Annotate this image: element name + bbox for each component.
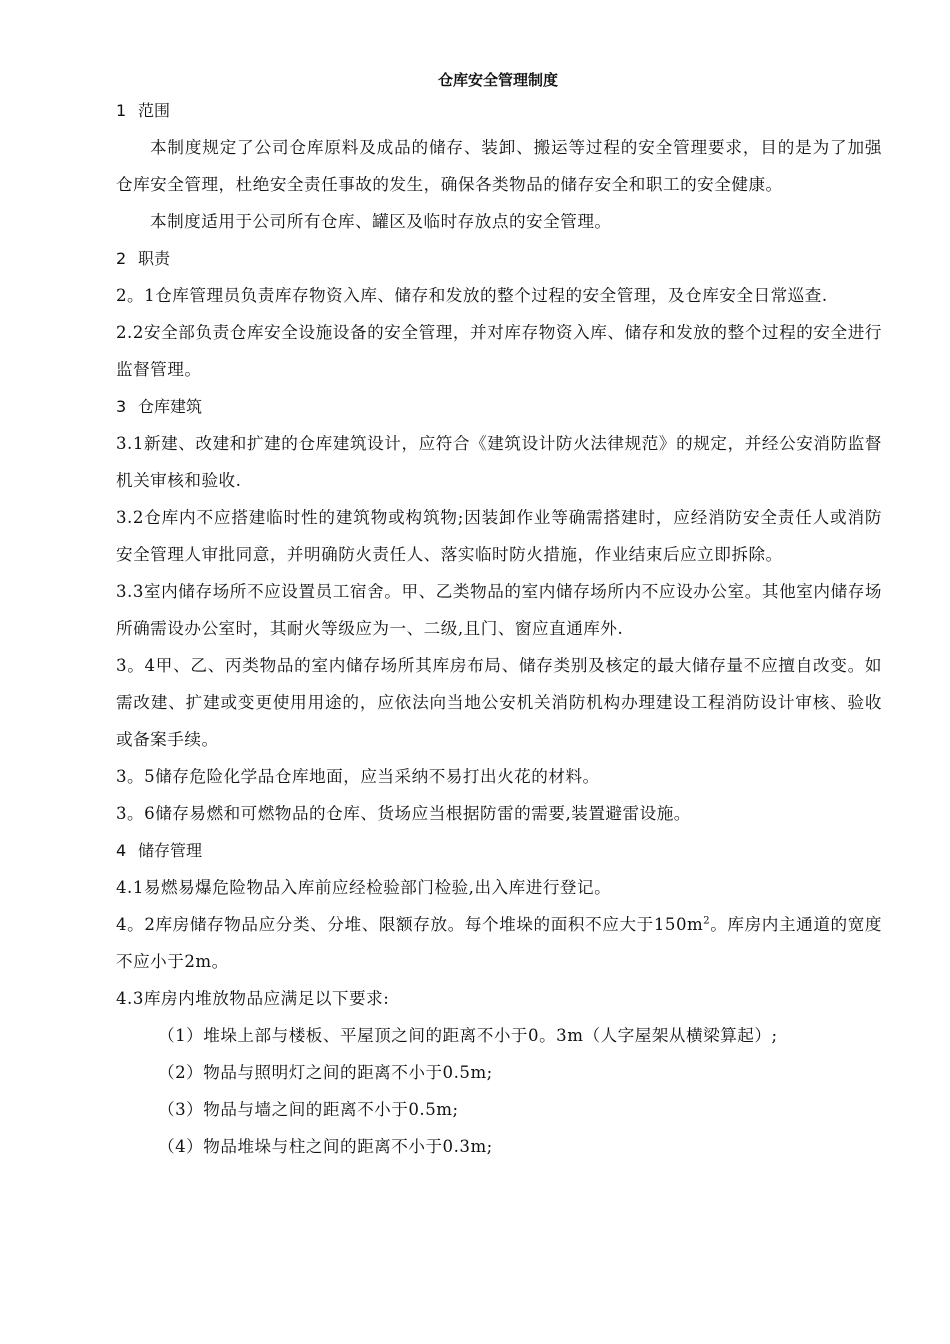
- section-number: 2: [116, 249, 127, 268]
- section-title: 储存管理: [138, 841, 203, 860]
- paragraph-3-6: 3。6储存易燃和可燃物品的仓库、货场应当根据防雷的需要,装置避雷设施。: [116, 804, 691, 823]
- list-item: （3）物品与墙之间的距离不小于0.5m;: [158, 1100, 459, 1119]
- section-heading-4: [116, 832, 882, 869]
- section-title: 仓库建筑: [138, 397, 203, 416]
- section-heading-2: [116, 240, 882, 277]
- paragraph-4-2: [116, 906, 882, 980]
- paragraph-3-1: 3.1新建、改建和扩建的仓库建筑设计，应符合《建筑设计防火法律规范》的规定，并经公安消防监督机关审核和验收.: [116, 434, 882, 490]
- section-title: 范围: [138, 101, 171, 120]
- paragraph-scope-2: 本制度适用于公司所有仓库、罐区及临时存放点的安全管理。: [150, 212, 612, 231]
- section-number: 4: [116, 841, 127, 860]
- section-heading-3: [116, 388, 882, 425]
- list-item: （2）物品与照明灯之间的距离不小于0.5m;: [158, 1063, 493, 1082]
- paragraph-3-3: 3.3室内储存场所不应设置员工宿舍。甲、乙类物品的室内储存场所内不应设办公室。其他室内储存场所确需设办公室时，其耐火等级应为一、二级,且门、窗应直通库外.: [116, 582, 882, 638]
- paragraph-3-5: 3。5储存危险化学品仓库地面，应当采纳不易打出火花的材料。: [116, 767, 600, 786]
- section-title: 职责: [138, 249, 171, 268]
- paragraph-4-2-text: 4。2库房储存物品应分类、分堆、限额存放。每个堆垛的面积不应大于150m: [116, 915, 704, 934]
- document-title: 仓库安全管理制度: [437, 71, 558, 89]
- paragraph-2-1: 2。1仓库管理员负责库存物资入库、储存和发放的整个过程的安全管理，及仓库安全日常巡查.: [116, 286, 828, 305]
- list-item: （1）堆垛上部与楼板、平屋顶之间的距离不小于0。3m（人字屋架从横梁算起）;: [158, 1026, 778, 1045]
- paragraph-2-2: 2.2安全部负责仓库安全设施设备的安全管理，并对库存物资入库、储存和发放的整个过程的安全进行监督管理。: [116, 323, 882, 379]
- paragraph-scope-1: 本制度规定了公司仓库原料及成品的储存、装卸、搬运等过程的安全管理要求，目的是为了加强仓库安全管理，杜绝安全责任事故的发生，确保各类物品的储存安全和职工的安全健康。: [116, 138, 882, 194]
- list-item: （4）物品堆垛与柱之间的距离不小于0.3m;: [158, 1137, 493, 1156]
- section-number: 1: [116, 101, 127, 120]
- paragraph-4-2-text-end: 。库房内主通道的宽度不应小于2m。: [116, 915, 882, 971]
- section-number: 3: [116, 397, 127, 416]
- superscript: 2: [703, 915, 711, 927]
- paragraph-4-1: 4.1易燃易爆危险物品入库前应经检验部门检验,出入库进行登记。: [116, 878, 612, 897]
- section-heading-1: [116, 92, 882, 129]
- paragraph-3-4: 3。4甲、乙、丙类物品的室内储存场所其库房布局、储存类别及核定的最大储存量不应擅自改变。如需改建、扩建或变更使用用途的，应依法向当地公安机关消防机构办理建设工程消防设计审核、验收或备案手续。: [116, 656, 882, 749]
- paragraph-3-2: 3.2仓库内不应搭建临时性的建筑物或构筑物;因装卸作业等确需搭建时，应经消防安全责任人或消防安全管理人审批同意，并明确防火责任人、落实临时防火措施，作业结束后应立即拆除。: [116, 508, 882, 564]
- document-body: [116, 92, 882, 1165]
- paragraph-4-3: 4.3库房内堆放物品应满足以下要求:: [116, 989, 390, 1008]
